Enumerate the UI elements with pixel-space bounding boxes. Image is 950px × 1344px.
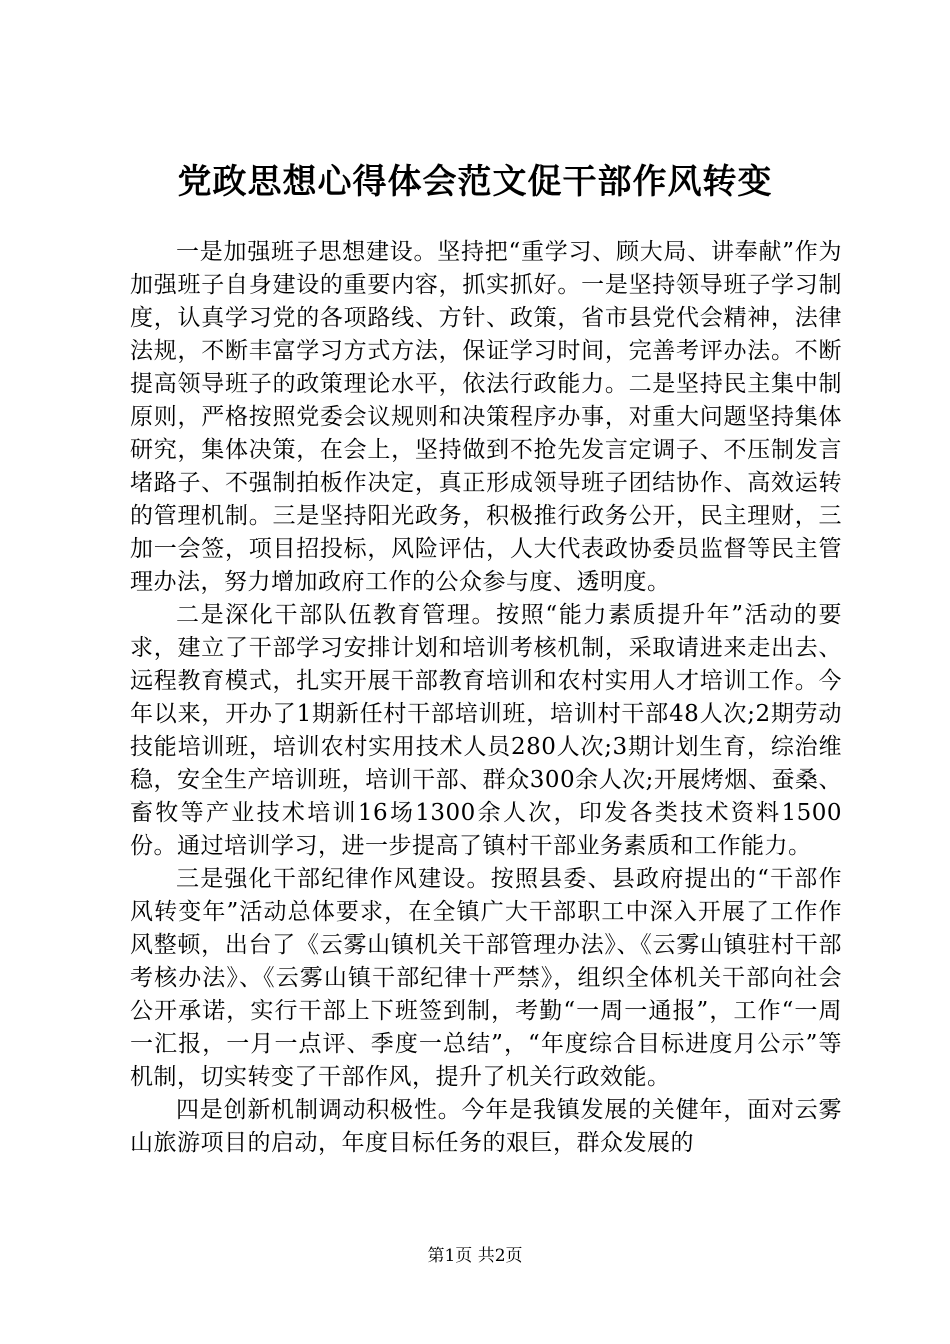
page-number: 第1页 共2页: [427, 1246, 523, 1266]
paragraph-4: 四是创新机制调动积极性。今年是我镇发展的关健年，面对云雾山旅游项目的启动，年度目标任务的艰巨，群众发展的: [130, 1097, 842, 1156]
paragraph-2: 二是深化干部队伍教育管理。按照“能力素质提升年”活动的要求，建立了干部学习安排计划和培训考核机制，采取请进来走出去、远程教育模式，扎实开展干部教育培训和农村实用人才培训工作。今年以来，开办了1期新任村干部培训班，培训村干部48人次;2期劳动技能培训班，培训农村实用技术人员280人次;3期计划生育，综治维稳，安全生产培训班，培训干部、群众300余人次;开展烤烟、蚕桑、畜牧等产业技术培训16场1300余人次，印发各类技术资料1500份。通过培训学习，进一步提高了镇村干部业务素质和工作能力。: [130, 602, 842, 859]
paragraph-1: 一是加强班子思想建设。坚持把“重学习、顾大局、讲奉献”作为加强班子自身建设的重要内容，抓实抓好。一是坚持领导班子学习制度，认真学习党的各项路线、方针、政策，省市县党代会精神，法律法规，不断丰富学习方式方法，保证学习时间，完善考评办法。不断提高领导班子的政策理论水平，依法行政能力。二是坚持民主集中制原则，严格按照党委会议规则和决策程序办事，对重大问题坚持集体研究，集体决策，在会上，坚持做到不抢先发言定调子、不压制发言堵路子、不强制拍板作决定，真正形成领导班子团结协作、高效运转的管理机制。三是坚持阳光政务，积极推行政务公开，民主理财，三加一会签，项目招投标，风险评估，人大代表政协委员监督等民主管理办法，努力增加政府工作的公众参与度、透明度。: [130, 239, 842, 595]
page-footer: [0, 1244, 950, 1268]
document-body: [130, 236, 842, 1160]
document-title: 党政思想心得体会范文促干部作风转变: [177, 162, 773, 202]
paragraph-3: 三是强化干部纪律作风建设。按照县委、县政府提出的“干部作风转变年”活动总体要求，在全镇广大干部职工中深入开展了工作作风整顿，出台了《云雾山镇机关干部管理办法》、《云雾山镇驻村干部考核办法》、《云雾山镇干部纪律十严禁》，组织全体机关干部向社会公开承诺，实行干部上下班签到制，考勤“一周一通报”，工作“一周一汇报，一月一点评、季度一总结”，“年度综合目标进度月公示”等机制，切实转变了干部作风，提升了机关行政效能。: [130, 866, 842, 1090]
